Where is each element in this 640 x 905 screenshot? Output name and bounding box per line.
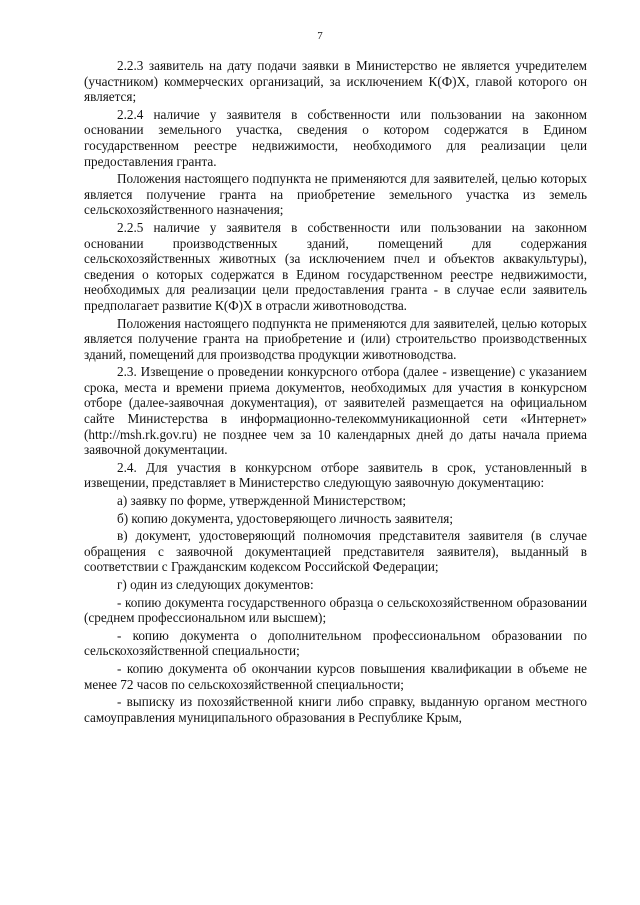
page-number: 7 — [317, 30, 323, 42]
paragraph: 2.2.4 наличие у заявителя в собственности или пользовании на законном основании земельного участка, сведения о котором содержатся в Едином государственном реестре недвижимости, необходимого для реализации цели предоставления гранта. — [84, 106, 587, 169]
paragraph: 2.2.5 наличие у заявителя в собственности или пользовании на законном основании производственных зданий, помещений для содержания сельскохозяйственных животных (за исключением пчел и объектов аквакультуры), сведения о которых содержатся в Едином государственном реестре недвижимости, необходимых для реализации цели предоставления гранта - в случае если заявитель предполагает развитие К(Ф)Х в отрасли животноводства. — [84, 219, 587, 313]
paragraph: Положения настоящего подпункта не применяются для заявителей, целью которых является получение гранта на приобретение земельного участка из земель сельскохозяйственного назначения; — [84, 171, 587, 218]
paragraph: Положения настоящего подпункта не применяются для заявителей, целью которых является получение гранта на приобретение и (или) строительство производственных зданий, помещений для производства продукции животноводства. — [84, 315, 587, 362]
document-body — [84, 58, 587, 727]
list-item: а) заявку по форме, утвержденной Министерством; — [117, 493, 407, 509]
paragraph: 2.4. Для участия в конкурсном отборе заявитель в срок, установленный в извещении, представляет в Министерство следующую заявочную документацию: — [84, 459, 587, 491]
list-item: - выписку из похозяйственной книги либо справку, выданную органом местного самоуправления муниципального образования в Республике Крым, — [84, 694, 587, 725]
list-item: г) один из следующих документов: — [117, 577, 314, 592]
list-item: - копию документа государственного образца о сельскохозяйственном образовании (среднем профессиональном или высшем); — [84, 594, 587, 626]
list-item: - копию документа об окончании курсов повышения квалификации в объеме не менее 72 часов по сельскохозяйственной специальности; — [84, 660, 587, 692]
paragraph: 2.2.3 заявитель на дату подачи заявки в Министерство не является учредителем (участником) коммерческих организаций, за исключением К(Ф)Х, главой которого он является; — [84, 58, 587, 105]
list-item: в) документ, удостоверяющий полномочия представителя заявителя (в случае обращения с заявочной документацией представителя заявителя), выданный в соответствии с Гражданским кодексом Российской Федерации; — [84, 528, 587, 575]
list-item: б) копию документа, удостоверяющего личность заявителя; — [117, 510, 454, 526]
paragraph: 2.3. Извещение о проведении конкурсного отбора (далее - извещение) с указанием срока, места и времени приема документов, необходимых для участия в конкурсном отборе (далее-заявочная документация), от заявителей размещается на официальном сайте Министерства в информационно-телекоммуникационной сети «Интернет» (http://msh.rk.gov.ru) не позднее чем за 10 календарных дней до даты начала приема заявочной документации. — [84, 364, 587, 458]
list-item: - копию документа о дополнительном профессиональном образовании по сельскохозяйственной специальности; — [84, 627, 587, 659]
